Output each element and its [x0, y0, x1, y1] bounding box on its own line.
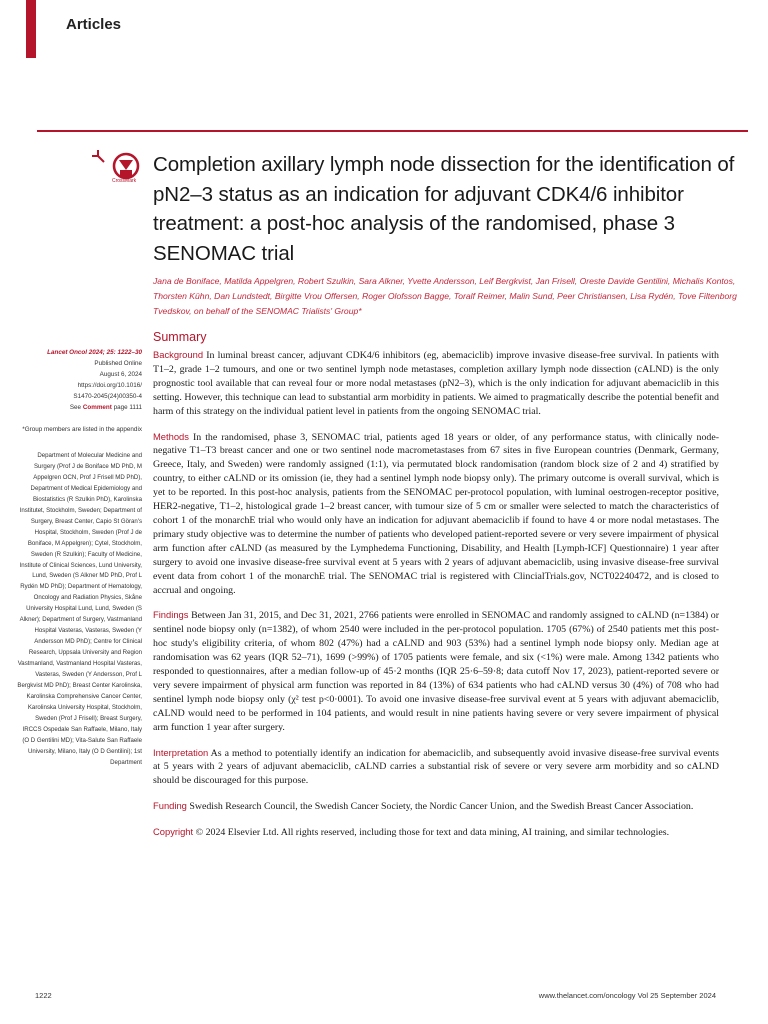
background-text: In luminal breast cancer, adjuvant CDK4/6 inhibitors (eg, abemaciclib) improve invasive disease-free survival. In patients with T1–2, grade 1–2 tumours, and one or two sentinel lymph node metastases, completion axillary lymph node dissection (cALND) is the only prognostic tool available that can reveal four or more nodal metastases (pN2–3), which is the only indication for adjuvant abemaciclib in this setting. However, this technique can lead to substantial arm morbidity in patients. We aimed to pragmatically describe the potential benefit and harm of this strategy on the individual patient level in patients from the ongoing SENOMAC trial.: [153, 350, 719, 417]
section-label: Articles: [66, 16, 122, 33]
group-note: *Group members are listed in the appendix: [22, 426, 142, 433]
section-lead-interpretation: Interpretation: [153, 746, 209, 758]
copyright-paragraph: [153, 825, 719, 840]
funding-paragraph: [153, 799, 719, 814]
published-date: August 6, 2024: [99, 370, 142, 378]
doi-link-line2[interactable]: S1470-2045(24)00350-4: [73, 392, 142, 400]
citation-block: [16, 348, 142, 413]
journal-footer[interactable]: www.thelancet.com/oncology Vol 25 September 2024: [538, 991, 716, 1000]
see-label: See: [69, 403, 82, 411]
copyright-text: © 2024 Elsevier Ltd. All rights reserved, including those for text and data mining, AI training, and similar technologies.: [195, 827, 670, 839]
published-label: Published Online: [94, 359, 142, 367]
funding-text: Swedish Research Council, the Swedish Cancer Society, the Nordic Cancer Union, and the Swedish Breast Cancer Association.: [189, 801, 694, 813]
header-rule: [37, 130, 748, 132]
findings-text: Between Jan 31, 2015, and Dec 31, 2021, 2766 patients were enrolled in SENOMAC and randomly assigned to cALND (n=1384) or sentinel node biopsy only (n=1382), of whom 2540 were included in the per-protocol population. 1705 (67%) of 2540 patients met this post-hoc study's eligibility criteria, of whom 802 (47%) had a cALND and 903 (53%) had a sentinel lymph node biopsy only. Median age at randomisation was 62 years (IQR 52–71), 1699 (>99%) of 1705 patients were female, and six (<1%) were male. Among 1342 patients who responded to questionnaires, after a median follow-up of 45·2 months (IQR 25·6–59·8; data cutoff Nov 17, 2023), patient-reported severe or very severe impairment of physical arm function was reported in 84 (13%) of 634 patients who had cALND versus 30 (4%) of 708 who had sentinel lymph node biopsy only (χ² test p<0·0001). To avoid one invasive disease-free survival event at 5 years with adjuvant abemaciclib, cALND would need to be performed in 104 patients, and would result in nine patients having severe or very severe impairment of physical arm function 1 year after surgery.: [153, 610, 720, 733]
comment-link[interactable]: Comment: [82, 403, 112, 411]
citation: Lancet Oncol 2024; 25: 1222–30: [47, 349, 142, 356]
author-list[interactable]: Jana de Boniface, Matilda Appelgren, Robert Szulkin, Sara Alkner, Yvette Andersson, Leif Bergkvist, Jan Frisell, Oreste Davide Gentilini, Michalis Kontos, Thorsten Kühn, Dan Lundstedt, Birgitte Vrou Offersen, Roger Olofsson Bagge, Toralf Reimer, Malin Sund, Peer Christiansen, Lisa Rydén, Tove Filtenborg Tvedskov, on behalf of the SENOMAC Trialists' Group*: [153, 276, 737, 316]
methods-paragraph: [153, 430, 719, 598]
summary-heading: Summary: [153, 330, 207, 344]
background-paragraph: [153, 348, 719, 419]
summary-body: [153, 348, 719, 851]
page-number: 1222: [35, 991, 52, 1000]
section-lead-funding: Funding: [153, 800, 187, 812]
crossmark-label: CrossMark: [112, 178, 137, 184]
section-lead-methods: Methods: [153, 430, 189, 442]
doi-link-line1[interactable]: https://doi.org/10.1016/: [77, 381, 142, 389]
journal-color-bar: [26, 0, 36, 58]
methods-text: In the randomised, phase 3, SENOMAC trial, patients aged 18 years or older, of any performance status, with clinically node-negative T1–T3 breast cancer and one or two sentinel node macrometastases from 67 sites in five European countries (Denmark, Germany, Greece, Italy, and Sweden) were randomly assigned (1:1), via permutated block randomisation (random block size of 2 and 4) stratified by country, to either cALND or its omission (ie, they had a sentinel lymph node biopsy only). The primary outcome is overall survival, which is yet to be reported. In this post-hoc analysis, patients from the SENOMAC per-protocol population, with luminal oestrogen-receptor positive, HER2-negative, T1–2, histological grade 1–2 breast cancer, with tumour size of 5 cm or smaller were selected to match the characteristics of cohort 1 of the monarchE trial who would only have an indication for adjuvant abemaciclib if found to have 4 or more nodal metastases. The primary study objective was to determine the number of patients who developed patient-reported severe or very severe impairment of physical arm function after cALND (as measured by the Lymphedema Functioning, Disability, and Health [Lymph-ICF] Questionnaire) 1 year after surgery to avoid one invasive disease-free survival event at 5 years with 2 years of adjuvant abemaciclib, using invasive disease-free survival event data from cohort 1 of the monarchE trial. The SENOMAC trial is registered with ClincialTrials.gov, NCT02240472, and is closed to accrual and ongoing.: [153, 431, 720, 596]
section-lead-findings: Findings: [153, 609, 189, 621]
comment-page: page 1111: [113, 403, 142, 411]
findings-paragraph: [153, 608, 719, 734]
affiliations: Department of Molecular Medicine and Surgery (Prof J de Boniface MD PhD, M Appelgren OCN, Prof J Frisell MD PhD), Department of Medical Epidemiology and Biostatistics (R Szulkin PhD), Karolinska Institutet, Stockholm, Sweden; Department of Surgery, Breast Center, Capio St Göran's Hospital, Stockholm, Sweden (Prof J de Boniface, M Appelgren); Cytel, Stockholm, Sweden (R Szulkin); Faculty of Medicine, Institute of Clinical Sciences, Lund University, Lund, Sweden (S Alkner MD PhD, Prof L Rydén MD PhD); Department of Hematology, Oncology and Radiation Physics, Skåne University Hospital Lund, Lund, Sweden (S Alkner); Department of Surgery, Vastmanland Hospital Vasteras, Vasteras, Sweden (Y Andersson MD PhD); Centre for Clinical Research, Uppsala University and Region Vastmanland, Vastmanland Hospital Vasteras, Vasteras, Sweden (Y Andersson, Prof L Bergkvist MD PhD); Breast Center Karolinska, Karolinska Comprehensive Cancer Center, Karolinska University Hospital, Stockholm, Sweden (Prof J Frisell); Breast Surgery, IRCCS Ospedale San Raffaele, Milano, Italy (O D Gentilini MD); Vita-Salute San Raffaele University, Milano, Italy (O D Gentilini); 1st Department: [17, 452, 142, 766]
section-lead-copyright: Copyright: [153, 826, 194, 838]
article-title: Completion axillary lymph node dissection for the identification of pN2–3 status as an indication for adjuvant CDK4/6 inhibitor treatment: a post-hoc analysis of the randomised, phase 3 SENOMAC trial: [153, 153, 735, 265]
interpretation-paragraph: [153, 746, 719, 789]
interpretation-text: As a method to potentially identify an indication for abemaciclib, and subsequently avoid invasive disease-free survival events at 5 years with 2 years of adjuvant abemaciclib, cALND carries a substantial risk of severe or very severe arm morbidity and so cALND should be discouraged for this purpose.: [153, 747, 719, 787]
section-lead-background: Background: [153, 349, 204, 360]
